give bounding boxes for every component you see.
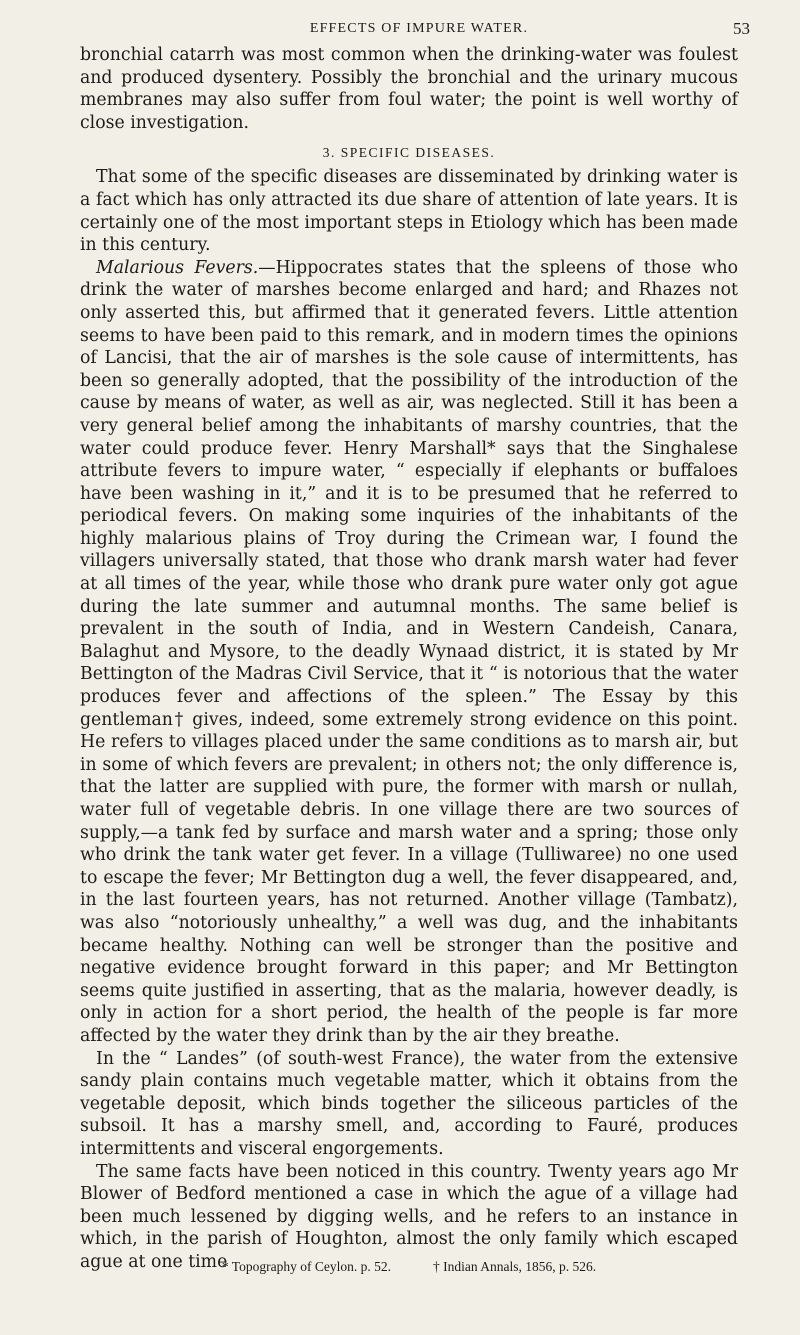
book-page [0, 14, 800, 1335]
page-number: 53 [733, 19, 750, 38]
footnotes [80, 1258, 738, 1276]
paragraph-intro: That some of the specific diseases are disseminated by drinking water is a fact which has only attracted its due share of attention of late years. It is certainly one of the most important steps in Etiology which has been made in this century. [80, 167, 738, 256]
paragraph-malarious-fevers [80, 257, 738, 1048]
running-title: EFFECTS OF IMPURE WATER. [309, 21, 529, 36]
running-head [80, 14, 750, 44]
footnote-indian-annals: † Indian Annals, 1856, p. 526. [432, 1259, 597, 1274]
malarious-fevers-text: —Hippocrates states that the spleens of those who drink the water of marshes become enlarged and hard; and Rhazes not only asserted this, but affirmed that it generated fevers. Little attention seems to have been paid to this remark, and in modern times the opinions of Lancisi, that the air of marshes is the sole cause of intermittents, has been so generally adopted, that the possibility of the introduction of the cause by means of water, as well as air, was neglected. Still it has been a very general belief among the inhabitants of marshy countries, that the water could produce fever. Henry Marshall* says that the Singhalese attribute fevers to impure water, “ especially if elephants or buffaloes have been washing in it,” and it is to be presumed that he referred to periodical fevers. On making some inquiries of the inhabitants of the highly malarious plains of Troy during the Crimean war, I found the villagers universally stated, that those who drank marsh water had fever at all times of the year, while those who drank pure water only got ague during the late summer and autumnal months. The same belief is prevalent in the south of India, and in Western Candeish, Canara, Balaghut and Mysore, to the deadly Wynaad district, it is stated by Mr Bettington of the Madras Civil Service, that it “ is notorious that the water produces fever and affections of the spleen.” The Essay by this gentleman† gives, indeed, some extremely strong evidence on this point. He refers to villages placed under the same conditions as to marsh air, but in some of which fevers are prevalent; in others not; the only difference is, that the latter are supplied with pure, the former with marsh or nullah, water full of vegetable debris. In one village there are two sources of supply,—a tank fed by surface and marsh water and a spring; those only who drink the tank water get fever. In a village (Tulliwaree) no one used to escape the fever; Mr Bettington dug a well, the fever disappeared, and, in the last fourteen years, has not returned. Another village (Tambatz), was also “notoriously unhealthy,” a well was dug, and the inhabitants became healthy. Nothing can well be stronger than the positive and negative evidence brought forward in this paper; and Mr Bettington seems quite justified in asserting, that as the malaria, however deadly, is only in action for a short period, the health of the people is far more affected by the water they drink than by the air they breathe. [80, 257, 738, 1046]
footnote-topography: * Topography of Ceylon. p. 52. [221, 1259, 391, 1274]
body-text [80, 44, 738, 1273]
section-heading: 3. SPECIFIC DISEASES. [322, 145, 496, 161]
paragraph-this-country: The same facts have been noticed in this country. Twenty years ago Mr Blower of Bedford mentioned a case in which the ague of a village had been much lessened by digging wells, and he refers to an instance in which, in the parish of Houghton, almost the only family which escaped ague at one time [80, 1161, 738, 1272]
malarious-fevers-heading: Malarious Fevers. [96, 257, 259, 278]
paragraph-opening: bronchial catarrh was most common when the drinking-water was foulest and produced dysentery. Possibly the bronchial and the urinary mucous membranes may also suffer from foul water; the point is well worthy of close investigation. [80, 45, 738, 133]
paragraph-landes: In the “ Landes” (of south-west France), the water from the extensive sandy plain contains much vegetable matter, which it obtains from the vegetable deposit, which binds together the siliceous particles of the subsoil. It has a marshy smell, and, according to Fauré, produces intermittents and visceral engorgements. [80, 1048, 738, 1159]
